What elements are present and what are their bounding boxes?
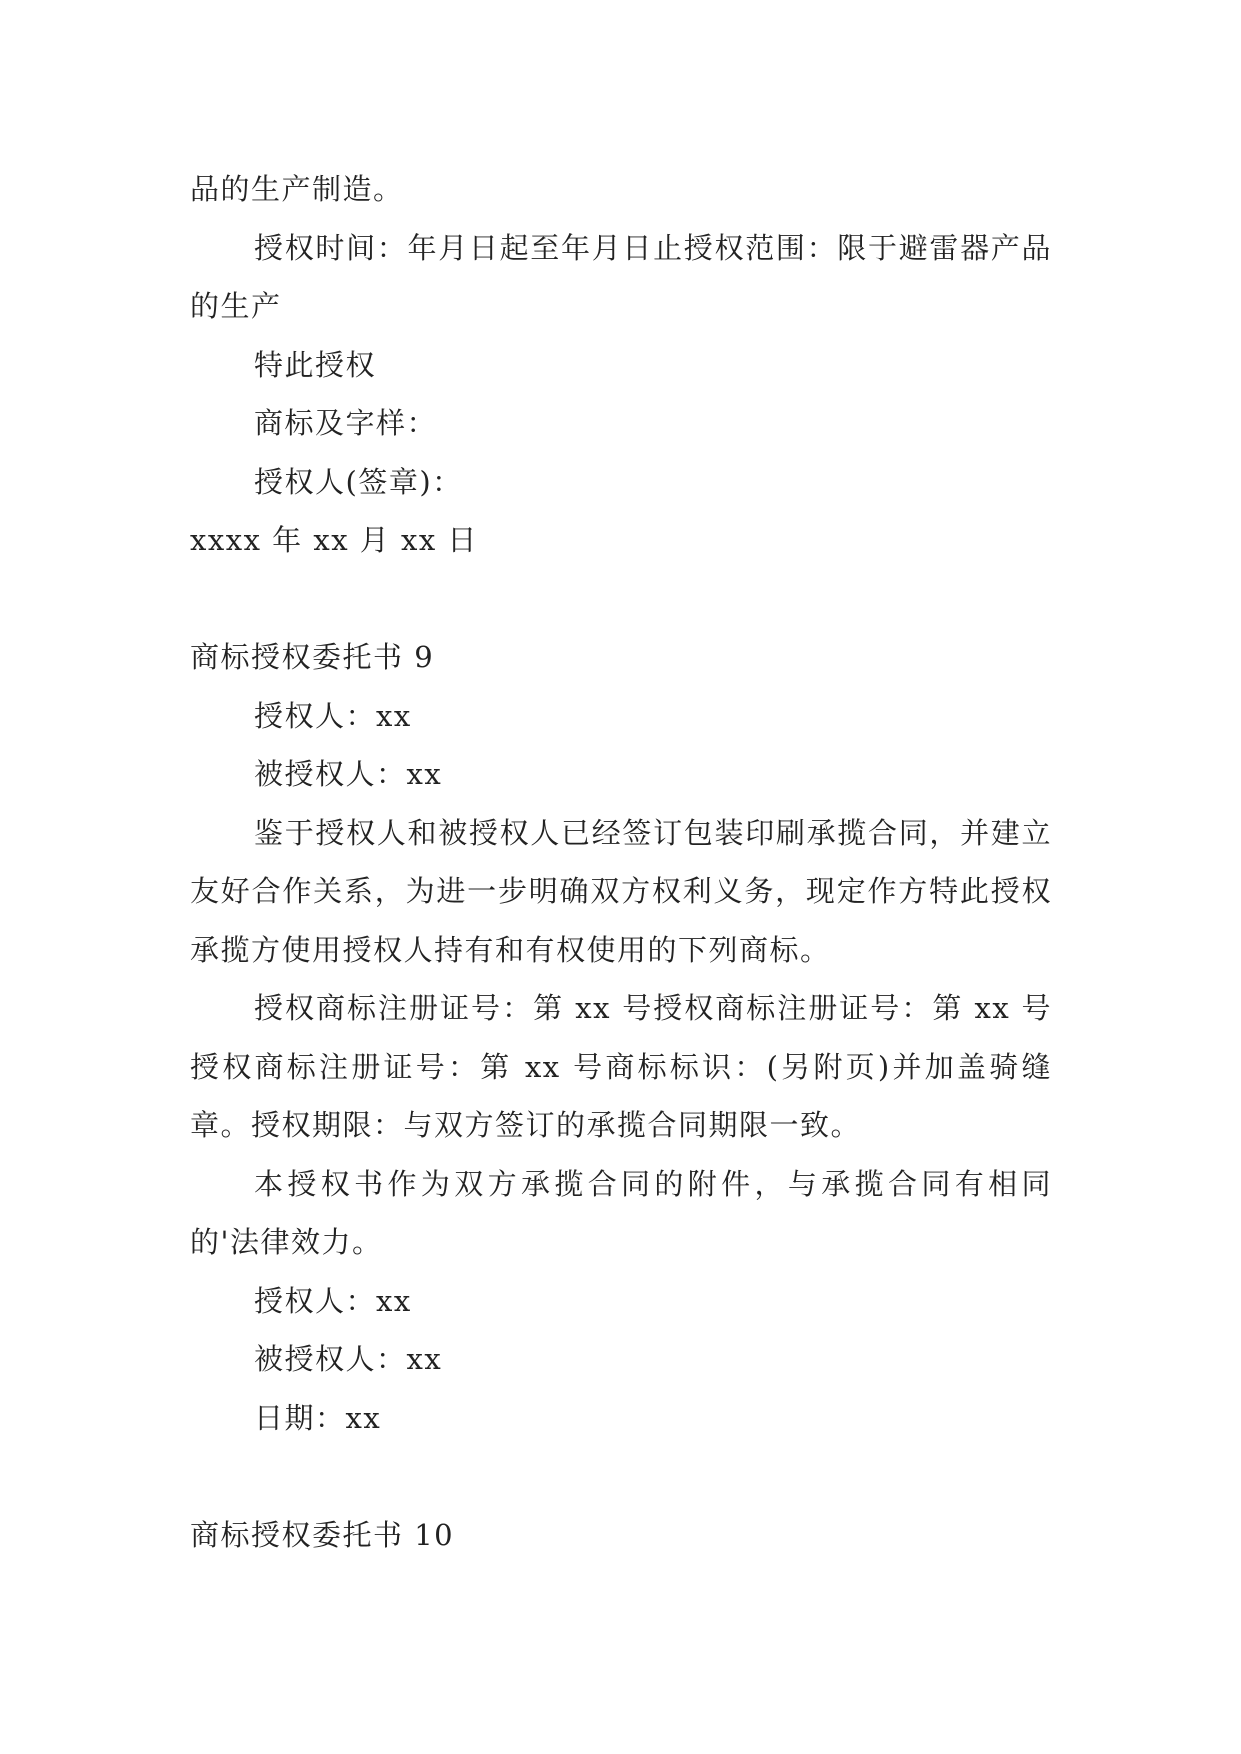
authorizee-line: 被授权人：xx xyxy=(254,757,443,791)
authorizer-signature-label: 授权人(签章)： xyxy=(254,464,463,499)
section-gap xyxy=(190,1447,1052,1506)
date-line: xxxx 年 xx 月 xx 日 xyxy=(190,523,478,557)
paragraph: 鉴于授权人和被授权人已经签订包装印刷承揽合同，并建立友好合作关系，为进一步明确双方权利义务，现定作方特此授权承揽方使用授权人持有和有权使用的下列商标。 xyxy=(190,815,1052,967)
authorization-period-paragraph: 授权时间：年月日起至年月日止授权范围：限于避雷器产品的生产 xyxy=(190,230,1052,323)
trademark-label: 商标及字样： xyxy=(254,406,438,440)
authorizer-line: 授权人：xx xyxy=(254,698,412,733)
paragraph: 品的生产制造。 xyxy=(190,172,404,206)
paragraph: 本授权书作为双方承揽合同的附件，与承揽合同有相同的'法律效力。 xyxy=(190,1166,1052,1259)
section-heading: 商标授权委托书 9 xyxy=(190,640,435,674)
section-gap xyxy=(190,570,1052,629)
authorizer-line: 授权人：xx xyxy=(254,1283,412,1318)
date-line: 日期：xx xyxy=(254,1400,382,1435)
authorizee-line: 被授权人：xx xyxy=(254,1342,443,1376)
paragraph: 特此授权 xyxy=(254,347,377,382)
document-body xyxy=(190,160,1052,1564)
paragraph: 授权商标注册证号：第 xx 号授权商标注册证号：第 xx 号授权商标注册证号：第 xx 号商标标识：(另附页)并加盖骑缝章。授权期限：与双方签订的承揽合同期限一致。 xyxy=(190,991,1052,1142)
section-heading: 商标授权委托书 10 xyxy=(190,1517,455,1552)
